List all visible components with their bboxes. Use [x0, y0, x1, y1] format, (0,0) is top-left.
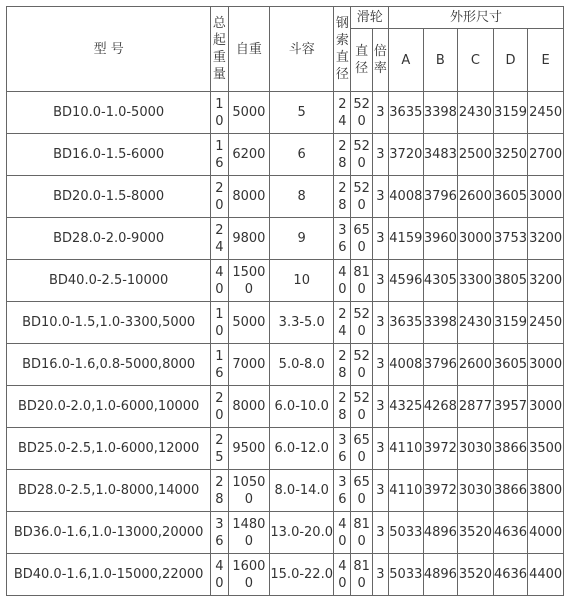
- header-bucket-volume: 斗容: [270, 7, 334, 92]
- cell-bucket-volume: 9: [270, 218, 334, 260]
- header-dim-a: A: [389, 29, 424, 92]
- table-row: [7, 386, 564, 428]
- cell-dim-a: 4008: [389, 344, 424, 386]
- cell-pulley-ratio: 3: [372, 176, 388, 218]
- header-dim-c: C: [458, 29, 494, 92]
- cell-model: BD28.0-2.0-9000: [7, 218, 211, 260]
- cell-bucket-volume: 8.0-14.0: [270, 470, 334, 512]
- cell-dim-d: 3753: [493, 218, 528, 260]
- cell-dim-d: 3250: [493, 134, 528, 176]
- cell-rope-diameter: 40: [334, 512, 351, 554]
- cell-dim-b: 3972: [423, 470, 458, 512]
- cell-dim-a: 3720: [389, 134, 424, 176]
- cell-dim-c: 3520: [458, 554, 494, 596]
- cell-dim-c: 3520: [458, 512, 494, 554]
- header-pulley-group: 滑轮: [351, 7, 389, 29]
- cell-pulley-ratio: 3: [372, 302, 388, 344]
- cell-pulley-diameter: 810: [351, 554, 372, 596]
- cell-bucket-volume: 13.0-20.0: [270, 512, 334, 554]
- table-row: [7, 134, 564, 176]
- cell-rope-diameter: 28: [334, 176, 351, 218]
- cell-bucket-volume: 8: [270, 176, 334, 218]
- cell-pulley-ratio: 3: [372, 260, 388, 302]
- cell-pulley-diameter: 810: [351, 260, 372, 302]
- cell-bucket-volume: 5: [270, 92, 334, 134]
- cell-dim-e: 2450: [528, 302, 564, 344]
- header-dim-e: E: [528, 29, 564, 92]
- cell-dim-d: 3159: [493, 92, 528, 134]
- cell-model: BD25.0-2.5,1.0-6000,12000: [7, 428, 211, 470]
- cell-pulley-diameter: 650: [351, 218, 372, 260]
- cell-bucket-volume: 6.0-10.0: [270, 386, 334, 428]
- cell-model: BD20.0-1.5-8000: [7, 176, 211, 218]
- cell-dim-e: 3000: [528, 344, 564, 386]
- cell-self-weight: 8000: [228, 176, 270, 218]
- cell-dim-c: 2877: [458, 386, 494, 428]
- cell-dim-c: 2430: [458, 302, 494, 344]
- table-row: [7, 512, 564, 554]
- cell-rope-diameter: 28: [334, 386, 351, 428]
- cell-total-lift: 36: [211, 512, 228, 554]
- cell-rope-diameter: 40: [334, 260, 351, 302]
- cell-dim-b: 3483: [423, 134, 458, 176]
- cell-pulley-diameter: 810: [351, 512, 372, 554]
- cell-dim-d: 3605: [493, 344, 528, 386]
- cell-bucket-volume: 6.0-12.0: [270, 428, 334, 470]
- cell-total-lift: 16: [211, 134, 228, 176]
- cell-self-weight: 9800: [228, 218, 270, 260]
- cell-rope-diameter: 36: [334, 470, 351, 512]
- cell-model: BD20.0-2.0,1.0-6000,10000: [7, 386, 211, 428]
- cell-bucket-volume: 10: [270, 260, 334, 302]
- cell-total-lift: 24: [211, 218, 228, 260]
- cell-dim-e: 3000: [528, 176, 564, 218]
- cell-pulley-ratio: 3: [372, 428, 388, 470]
- header-total-lift: 总起重量: [211, 7, 228, 92]
- cell-dim-b: 3972: [423, 428, 458, 470]
- cell-self-weight: 9500: [228, 428, 270, 470]
- header-model: 型 号: [7, 7, 211, 92]
- table-row: [7, 554, 564, 596]
- table-row: [7, 176, 564, 218]
- cell-dim-c: 2430: [458, 92, 494, 134]
- cell-dim-a: 5033: [389, 554, 424, 596]
- cell-dim-a: 4110: [389, 470, 424, 512]
- cell-model: BD36.0-1.6,1.0-13000,20000: [7, 512, 211, 554]
- cell-bucket-volume: 3.3-5.0: [270, 302, 334, 344]
- cell-dim-b: 3796: [423, 344, 458, 386]
- cell-dim-a: 4325: [389, 386, 424, 428]
- cell-self-weight: 14800: [228, 512, 270, 554]
- header-dim-b: B: [423, 29, 458, 92]
- cell-dim-d: 3866: [493, 428, 528, 470]
- cell-dim-b: 4896: [423, 554, 458, 596]
- cell-model: BD10.0-1.5,1.0-3300,5000: [7, 302, 211, 344]
- cell-pulley-ratio: 3: [372, 92, 388, 134]
- table-row: [7, 470, 564, 512]
- table-row: [7, 92, 564, 134]
- cell-dim-a: 4159: [389, 218, 424, 260]
- cell-dim-c: 3000: [458, 218, 494, 260]
- cell-rope-diameter: 36: [334, 218, 351, 260]
- cell-dim-b: 4896: [423, 512, 458, 554]
- cell-dim-e: 3200: [528, 260, 564, 302]
- cell-dim-d: 3159: [493, 302, 528, 344]
- cell-model: BD16.0-1.5-6000: [7, 134, 211, 176]
- spec-table: [6, 6, 564, 596]
- cell-pulley-diameter: 650: [351, 470, 372, 512]
- cell-model: BD10.0-1.0-5000: [7, 92, 211, 134]
- cell-total-lift: 20: [211, 176, 228, 218]
- header-dim-d: D: [493, 29, 528, 92]
- cell-dim-b: 3796: [423, 176, 458, 218]
- cell-model: BD16.0-1.6,0.8-5000,8000: [7, 344, 211, 386]
- cell-total-lift: 10: [211, 92, 228, 134]
- cell-dim-e: 2450: [528, 92, 564, 134]
- cell-model: BD28.0-2.5,1.0-8000,14000: [7, 470, 211, 512]
- cell-total-lift: 40: [211, 260, 228, 302]
- table-row: [7, 344, 564, 386]
- cell-rope-diameter: 28: [334, 344, 351, 386]
- table-row: [7, 302, 564, 344]
- cell-dim-c: 3300: [458, 260, 494, 302]
- cell-bucket-volume: 5.0-8.0: [270, 344, 334, 386]
- cell-pulley-ratio: 3: [372, 134, 388, 176]
- header-dimensions-group: 外形尺寸: [389, 7, 564, 29]
- cell-dim-e: 3500: [528, 428, 564, 470]
- cell-dim-a: 5033: [389, 512, 424, 554]
- header-self-weight: 自重: [228, 7, 270, 92]
- cell-rope-diameter: 24: [334, 302, 351, 344]
- cell-dim-d: 3957: [493, 386, 528, 428]
- cell-pulley-diameter: 520: [351, 344, 372, 386]
- cell-dim-a: 4110: [389, 428, 424, 470]
- cell-dim-d: 3805: [493, 260, 528, 302]
- cell-dim-c: 2600: [458, 176, 494, 218]
- cell-dim-c: 3030: [458, 470, 494, 512]
- cell-rope-diameter: 40: [334, 554, 351, 596]
- cell-dim-b: 3960: [423, 218, 458, 260]
- cell-self-weight: 5000: [228, 92, 270, 134]
- cell-self-weight: 6200: [228, 134, 270, 176]
- cell-rope-diameter: 24: [334, 92, 351, 134]
- cell-total-lift: 40: [211, 554, 228, 596]
- cell-pulley-ratio: 3: [372, 344, 388, 386]
- cell-dim-b: 4268: [423, 386, 458, 428]
- cell-self-weight: 10500: [228, 470, 270, 512]
- cell-dim-d: 3605: [493, 176, 528, 218]
- cell-pulley-diameter: 650: [351, 428, 372, 470]
- cell-total-lift: 16: [211, 344, 228, 386]
- cell-pulley-diameter: 520: [351, 92, 372, 134]
- cell-dim-c: 3030: [458, 428, 494, 470]
- cell-total-lift: 25: [211, 428, 228, 470]
- cell-self-weight: 8000: [228, 386, 270, 428]
- table-row: [7, 260, 564, 302]
- cell-dim-b: 4305: [423, 260, 458, 302]
- cell-dim-b: 3398: [423, 92, 458, 134]
- cell-total-lift: 10: [211, 302, 228, 344]
- cell-bucket-volume: 15.0-22.0: [270, 554, 334, 596]
- cell-dim-a: 3635: [389, 302, 424, 344]
- header-wire-rope-diameter: 钢索直径: [334, 7, 351, 92]
- cell-pulley-ratio: 3: [372, 470, 388, 512]
- cell-pulley-ratio: 3: [372, 386, 388, 428]
- cell-dim-e: 4400: [528, 554, 564, 596]
- cell-dim-a: 4008: [389, 176, 424, 218]
- cell-dim-d: 3866: [493, 470, 528, 512]
- cell-dim-a: 3635: [389, 92, 424, 134]
- cell-pulley-ratio: 3: [372, 554, 388, 596]
- header-pulley-diameter: 直径: [351, 29, 372, 92]
- cell-pulley-ratio: 3: [372, 218, 388, 260]
- cell-dim-e: 2700: [528, 134, 564, 176]
- cell-dim-d: 4636: [493, 512, 528, 554]
- cell-self-weight: 5000: [228, 302, 270, 344]
- cell-dim-e: 3000: [528, 386, 564, 428]
- cell-dim-b: 3398: [423, 302, 458, 344]
- header-pulley-ratio: 倍率: [372, 29, 388, 92]
- cell-dim-d: 4636: [493, 554, 528, 596]
- cell-pulley-diameter: 520: [351, 176, 372, 218]
- cell-dim-e: 3200: [528, 218, 564, 260]
- cell-pulley-diameter: 520: [351, 302, 372, 344]
- cell-dim-e: 3800: [528, 470, 564, 512]
- cell-dim-e: 4000: [528, 512, 564, 554]
- cell-bucket-volume: 6: [270, 134, 334, 176]
- table-row: [7, 428, 564, 470]
- cell-dim-a: 4596: [389, 260, 424, 302]
- cell-total-lift: 28: [211, 470, 228, 512]
- cell-pulley-diameter: 520: [351, 386, 372, 428]
- cell-dim-c: 2500: [458, 134, 494, 176]
- cell-rope-diameter: 36: [334, 428, 351, 470]
- cell-model: BD40.0-1.6,1.0-15000,22000: [7, 554, 211, 596]
- cell-model: BD40.0-2.5-10000: [7, 260, 211, 302]
- cell-rope-diameter: 28: [334, 134, 351, 176]
- cell-self-weight: 15000: [228, 260, 270, 302]
- cell-total-lift: 20: [211, 386, 228, 428]
- cell-pulley-ratio: 3: [372, 512, 388, 554]
- cell-pulley-diameter: 520: [351, 134, 372, 176]
- cell-dim-c: 2600: [458, 344, 494, 386]
- cell-self-weight: 7000: [228, 344, 270, 386]
- table-row: [7, 218, 564, 260]
- cell-self-weight: 16000: [228, 554, 270, 596]
